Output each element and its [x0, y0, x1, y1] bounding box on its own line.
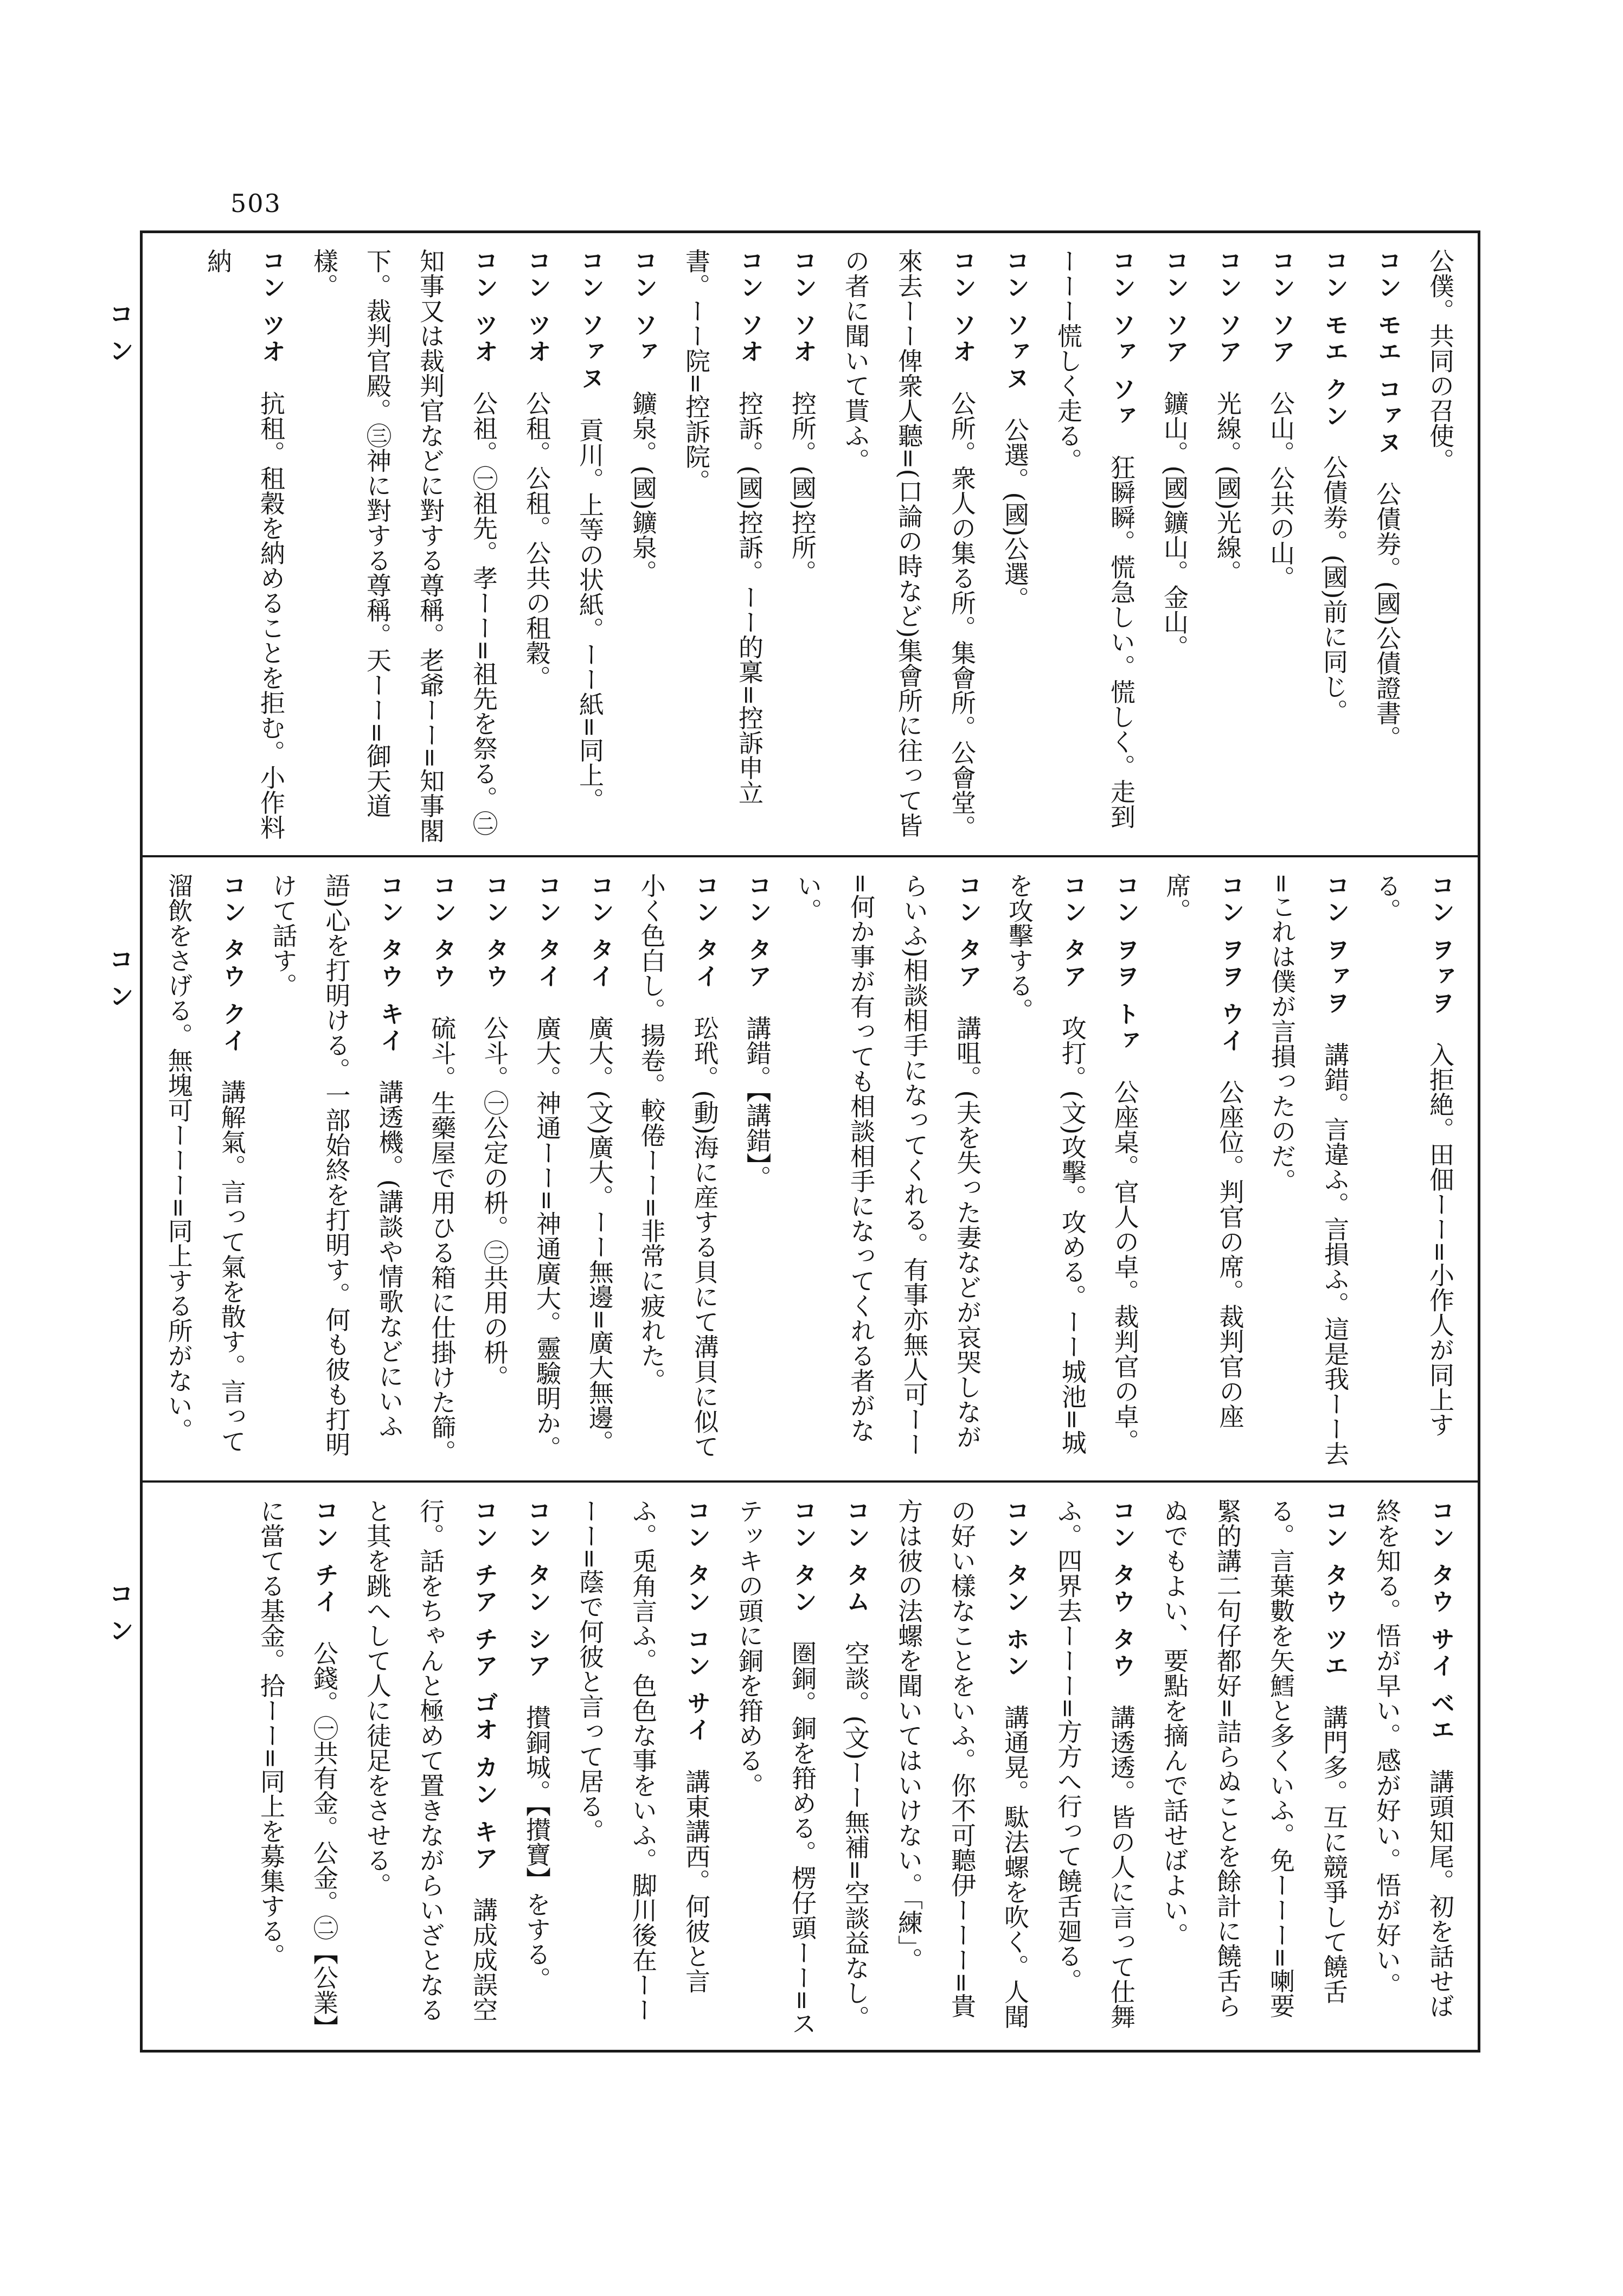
entry-definition: 入拒絶。田佃ーー=小作人が同上する。: [1372, 873, 1455, 1437]
entry-definition: 公債劵。(國)前に同じ。: [1319, 454, 1349, 724]
entry-pronunciation: コン ソア: [1267, 248, 1295, 366]
entry-definition: 控所。(國)控所。: [788, 390, 817, 585]
dictionary-entry: [994, 869, 1099, 1470]
entry-pronunciation: コン ソア: [1161, 248, 1189, 366]
side-label-top: コン: [105, 301, 134, 375]
dictionary-entry: [1201, 244, 1254, 844]
entry-pronunciation: コン チイ: [311, 1498, 338, 1616]
entry-pronunciation: コン タア: [1059, 873, 1087, 991]
entry-pronunciation: コン モエ コァヌ: [1374, 248, 1401, 457]
entry-definition: 攅銅城。【攅寶】をする。: [522, 1704, 551, 1992]
entry-pronunciation: コン ソァ: [630, 248, 657, 366]
entry-definition: 講錯。言違ふ。言損ふ。這是我ーー去=これは僕が言損ったのだ。: [1267, 873, 1350, 1466]
dictionary-entry: [416, 869, 469, 1470]
entry-columns: [153, 869, 1467, 1470]
entry-definition: 光線。(國)光線。: [1213, 390, 1242, 585]
entry-pronunciation: コン ヲヲ トァ: [1111, 873, 1139, 1055]
dictionary-entry: [351, 1494, 510, 2039]
entry-pronunciation: コン ソァヌ: [1002, 248, 1029, 393]
entry-definition: 空談。(文)ーー無補=空談益なし。: [841, 1640, 870, 2030]
entry-pronunciation: コン タウ クイ: [218, 873, 246, 1055]
entry-definition: 廣大。(文)廣大。ーー無邊=廣大無邊。: [585, 1015, 614, 1455]
side-label-bottom: コン: [105, 1581, 134, 1654]
dictionary-entry: [1148, 1494, 1361, 2039]
entry-pronunciation: コン ヲヲ ウイ: [1216, 873, 1244, 1055]
entry-pronunciation: コン タア: [743, 873, 772, 991]
entry-definition: 講門多。互に競爭して饒舌る。言葉數を矢鱈と多くいふ。免ーーー=喇要緊的講二句仔都好=詰らぬことを餘計に饒舌らぬでもよい、要點を摘んで話せばよい。: [1160, 1498, 1349, 2018]
entry-pronunciation: コン ソオ: [736, 248, 764, 366]
entry-pronunciation: コン タウ キイ: [376, 873, 404, 1055]
entry-definition: 公選。(國)公選。: [1000, 417, 1030, 612]
dictionary-entry: [1152, 869, 1257, 1470]
entry-definition: 講通晃。駄法螺を吹く。人聞の好い樣なことをいふ。你不可聽伊ーーー=貴方は彼の法螺を聞いてはいけない。「練」。: [894, 1498, 1030, 2029]
entry-pronunciation: コン ソオ: [948, 248, 976, 366]
entry-definition: 講解氣。言って氣を散す。言って溜飲をさげる。無塊可ーーー=同上する所がない。: [164, 873, 247, 1454]
entry-pronunciation: コン タム: [842, 1498, 870, 1616]
entry-definition: 公斗。㊀公定の枡。㊁共用の枡。: [480, 1015, 510, 1390]
dictionary-entry: [1042, 244, 1148, 844]
section-divider: [143, 855, 1478, 857]
entry-pronunciation: コン タイ: [586, 873, 614, 991]
side-label-middle: コン: [105, 946, 134, 1020]
dictionary-entry: [617, 244, 670, 844]
entry-pronunciation: コン ツオ: [470, 248, 498, 366]
entry-pronunciation: コン ソァヌ: [576, 248, 604, 393]
entry-definition: 鑛山。(國)鑛山。金山。: [1160, 390, 1189, 660]
entry-definition: 廣大。神通ーー=神通廣大。靈驗明か。: [533, 1015, 562, 1460]
entry-definition: 講透機。(講談や情歌などにいふ語)心を打明ける。一部始終を打明す。何も彼も打明けて話す。: [268, 873, 405, 1457]
entry-definition: 貢川。上等の状紙。ーー紙=同上。: [575, 417, 605, 812]
entry-definition: 攻打。(文)攻擊。攻める。ーー城池=城を攻擊する。: [1004, 873, 1087, 1455]
dictionary-entry: [784, 869, 995, 1470]
entry-pronunciation: コン モエ クン: [1320, 248, 1348, 430]
dictionary-entry: [1361, 1494, 1467, 2039]
entry-definition: 公錢。㊀共有金。公金。㊁【公業】に當てる基金。拾ーー=同上を募集する。: [256, 1498, 339, 2028]
entry-definition: 公祖。㊀祖先。孝ーー=祖先を祭る。㊁知事又は裁判官などに對する尊稱。老爺ーー=知事閣下。裁判官殿。㊂神に對する尊稱。天ーー=御天道樣。: [310, 248, 498, 843]
entry-pronunciation: コン チア チア ゴオ カン キア: [470, 1498, 498, 1872]
entry-pronunciation: コン タア: [954, 873, 982, 991]
entry-definition: 狂瞬瞬。慌急しい。慌しく。走到ーーー慌しく走る。: [1054, 248, 1136, 829]
entry-pronunciation: コン タウ: [481, 873, 509, 991]
entry-pronunciation: コン ソア: [1214, 248, 1242, 366]
dictionary-entry: [510, 1494, 563, 2039]
entry-definition: 公僕。共同の召使。: [1426, 248, 1455, 473]
entry-definition: 公所。衆人の集る所。集會所。公會堂。來去ーー俾衆人聽=(口論の時など)集會所に往って皆の者に聞いて貰ふ。: [841, 248, 977, 840]
entry-pronunciation: コン ヲァヲ: [1322, 873, 1350, 1017]
entry-definition: 講錯。【講錯】。: [742, 1015, 772, 1190]
dictionary-entry: [298, 244, 510, 844]
page-frame: [140, 230, 1480, 2053]
dictionary-entry: [563, 244, 617, 844]
dictionary-entry: [521, 869, 574, 1470]
dictionary-entry: [732, 869, 784, 1470]
entry-definition: 講成成誤空行。話をちゃんと極めて置きながらいざとなると其を跳へして人に徒足をさせる。: [363, 1498, 498, 2022]
dictionary-entry: [626, 869, 732, 1470]
dictionary-entry: [245, 1494, 351, 2039]
entry-definition: 公債券。(國)公債證書。: [1372, 481, 1402, 751]
entry-pronunciation: コン タイ: [691, 873, 719, 991]
entry-definition: 公座桌。官人の卓。裁判官の卓。: [1110, 1079, 1140, 1454]
dictionary-entry: [259, 869, 416, 1470]
entry-pronunciation: コン タウ ツエ: [1320, 1498, 1348, 1680]
entry-definition: 硫斗。生藥屋で用ひる箱に仕掛けた篩。: [427, 1015, 457, 1465]
entry-definition: 講咀。(夫を失った妻などが哀哭しながらいふ)相談相手になってくれる。有事亦無人可ーー=何か事が有っても相談相手になってくれる者がない。: [793, 873, 983, 1457]
dictionary-entry: [829, 244, 989, 844]
entry-pronunciation: コン タウ: [428, 873, 457, 991]
dictionary-entry: [1256, 869, 1362, 1470]
dictionary-entry: [989, 244, 1042, 844]
dictionary-entry: [670, 244, 776, 844]
entry-pronunciation: コン タウ サイ ベエ: [1427, 1498, 1454, 1744]
section-middle: [143, 858, 1478, 1480]
entry-definition: 玜玳。(動)海に産する貝にて溝貝に似て小く色白し。揚卷。較倦ーー=非常に疲れた。: [637, 873, 720, 1459]
entry-pronunciation: コン タン シア: [523, 1498, 551, 1680]
section-divider: [143, 1480, 1478, 1483]
entry-pronunciation: コン タウ タウ: [1108, 1498, 1136, 1680]
entry-pronunciation: コン ソオ: [789, 248, 817, 366]
section-top: [143, 233, 1478, 855]
entry-definition: 圏銅。銅を箝める。楞仔頭ーー=ステッキの頭に銅を箝める。: [735, 1498, 817, 2036]
entry-definition: 公山。公共の山。: [1266, 390, 1295, 591]
entry-definition: 講頭知尾。初を話せば終を知る。悟が早い。感が好い。悟が好い。: [1372, 1498, 1455, 2018]
dictionary-entry: [723, 1494, 829, 2039]
dictionary-entry: [510, 244, 563, 844]
dictionary-entry: [469, 869, 521, 1470]
entry-definition: 講東講西。何彼と言ふ。兎角言ふ。色色な事をいふ。脚川後在ーーーー=蔭で何彼と言って居る。: [575, 1498, 711, 2022]
dictionary-entry: [1361, 244, 1414, 844]
entry-definition: 公座位。判官の席。裁判官の座席。: [1162, 873, 1245, 1429]
dictionary-entry: [1414, 244, 1467, 844]
dictionary-entry: [882, 1494, 1042, 2039]
entry-definition: 鑛泉。(國)鑛泉。: [628, 390, 658, 585]
dictionary-entry: [1362, 869, 1467, 1470]
dictionary-entry: [563, 1494, 723, 2039]
entry-columns: [153, 244, 1467, 844]
entry-pronunciation: コン ツオ: [523, 248, 551, 366]
entry-pronunciation: コン タン ホン: [1002, 1498, 1029, 1680]
dictionary-entry: [1148, 244, 1201, 844]
entry-definition: 講透透。皆の人に言って仕舞ふ。四界去ーーー=方方へ行って饒舌廻る。: [1054, 1498, 1136, 2029]
entry-pronunciation: コン タン コン サイ: [683, 1498, 710, 1744]
dictionary-entry: [1042, 1494, 1148, 2039]
dictionary-entry: [776, 244, 829, 844]
section-bottom: [143, 1483, 1478, 2050]
entry-pronunciation: コン タイ: [534, 873, 562, 991]
entry-pronunciation: コン ツオ: [258, 248, 285, 366]
dictionary-entry: [1307, 244, 1361, 844]
entry-definition: 公租。公租。公共の租穀。: [522, 390, 551, 690]
entry-pronunciation: コン タン: [789, 1498, 817, 1616]
dictionary-entry: [153, 869, 259, 1470]
dictionary-entry: [1099, 869, 1152, 1470]
page-number: 503: [230, 189, 281, 218]
dictionary-entry: [829, 1494, 882, 2039]
entry-definition: 控訴。(國)控訴。ーー的稟=控訴申立書。ーー院=控訴院。: [682, 248, 764, 805]
dictionary-entry: [1254, 244, 1307, 844]
entry-pronunciation: コン ヲァヲ: [1427, 873, 1454, 1017]
entry-definition: 抗租。租穀を納めることを拒む。小作料納: [203, 248, 286, 840]
entry-columns: [153, 1494, 1467, 2039]
dictionary-entry: [574, 869, 626, 1470]
dictionary-entry: [191, 244, 298, 844]
entry-pronunciation: コン ソァ ソァ: [1108, 248, 1136, 430]
